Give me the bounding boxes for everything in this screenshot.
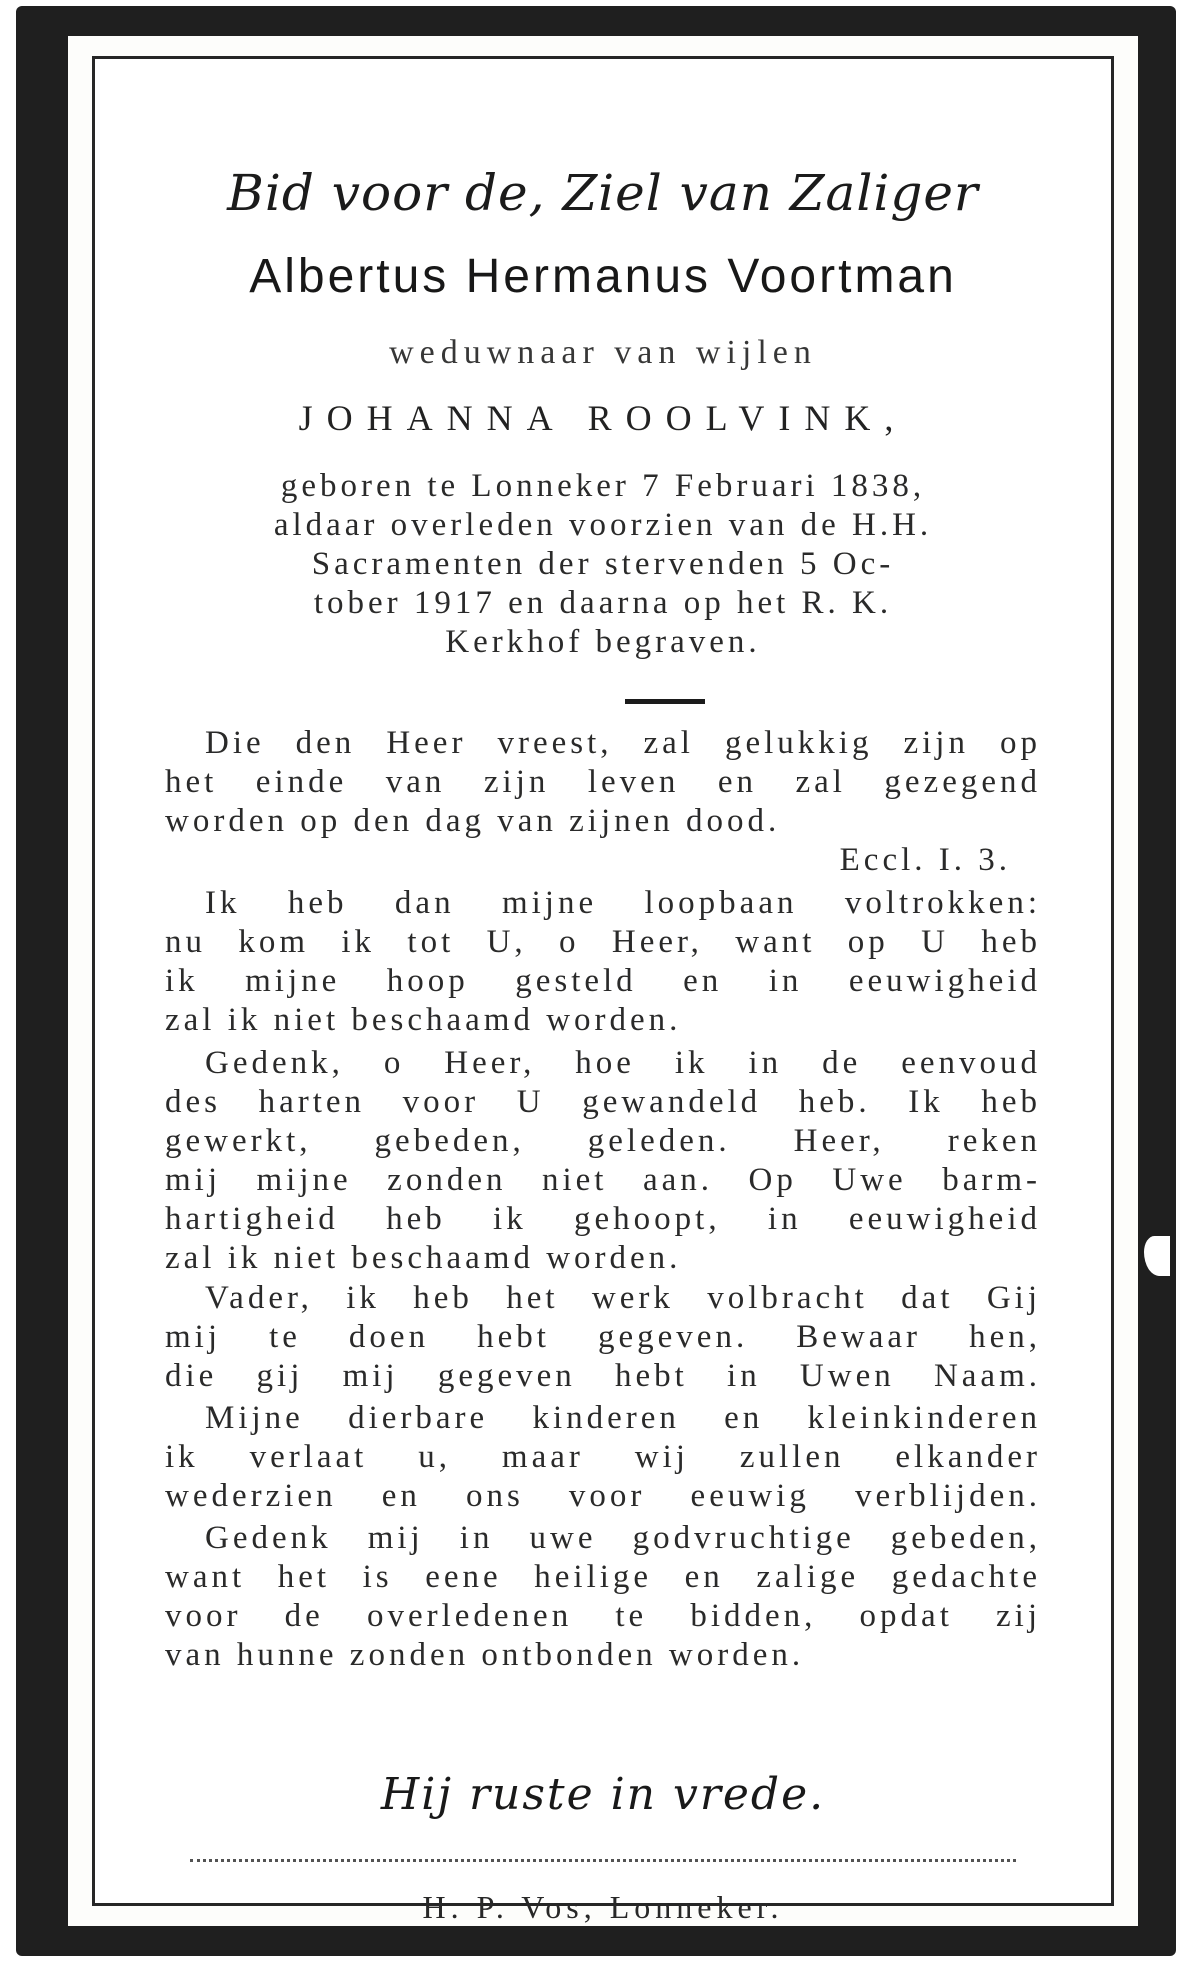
verse-line: des harten voor U gewandeld heb. Ik heb [165,1084,1041,1120]
verse-line: ik verlaat u, maar wij zullen elkander [165,1439,1041,1475]
printer-imprint: H. P. Vos, Lonneker. [422,1889,784,1925]
verse-line: zal ik niet beschaamd worden. [165,1240,682,1276]
bio-line: tober 1917 en daarna op het R. K. [313,585,893,621]
verse-line: het einde van zijn leven en zal gezegend [165,764,1041,800]
verse-line: Ik heb dan mijne loopbaan voltrokken: [205,885,1041,921]
bio-line: geboren te Lonneker 7 Februari 1838, [280,468,926,504]
verse-line: gewerkt, gebeden, geleden. Heer, reken [165,1123,1041,1159]
verse-line: voor de overledenen te bidden, opdat zij [165,1598,1041,1634]
verse-line: die gij mij gegeven hebt in Uwen Naam. [165,1358,1041,1394]
spouse-name: JOHANNA ROOLVINK, [298,398,908,438]
bio-line: Kerkhof begraven. [445,624,761,660]
verse-line: mij te doen hebt gegeven. Bewaar hen, [165,1319,1041,1355]
verse-6 [165,1519,1041,1675]
verse-line: Gedenk, o Heer, hoe ik in de eenvoud [205,1045,1041,1081]
widower-of-line: weduwnaar van wijlen [389,334,817,371]
card-edge-damage [1144,1236,1170,1276]
bio-line: Sacramenten der stervenden 5 Oc- [311,546,895,582]
biography [185,467,1021,662]
verse-4 [165,1279,1041,1396]
verse-3 [165,1044,1041,1278]
memorial-card-border [92,56,1114,1925]
verse-reference: Eccl. I. 3. [839,842,1011,878]
memorial-card-paper [68,36,1138,1926]
verse-line: wederzien en ons voor eeuwig verblijden. [165,1478,1041,1514]
verse-line: mij mijne zonden niet aan. Op Uwe barm- [165,1162,1041,1198]
memorial-card-frame [16,6,1176,1956]
verse-line: Gedenk mij in uwe godvruchtige gebeden, [205,1520,1041,1556]
verse-line: ik mijne hoop gesteld en in eeuwigheid [165,963,1041,999]
verse-line: Mijne dierbare kinderen en kleinkinderen [205,1400,1041,1436]
bio-line: aldaar overleden voorzien van de H.H. [273,507,933,543]
dotted-divider [190,1859,1016,1862]
verse-line: zal ik niet beschaamd worden. [165,1002,682,1038]
closing-blessing: Hij ruste in vrede. [380,1769,826,1820]
divider-rule [625,699,705,704]
verse-5 [165,1399,1041,1516]
verse-2 [165,884,1041,1040]
verse-line: Vader, ik heb het werk volbracht dat Gij [205,1280,1041,1316]
verse-1 [165,724,1041,880]
verse-line: hartigheid heb ik gehoopt, in eeuwigheid [165,1201,1041,1237]
memorial-card-content [95,59,1111,1925]
verse-line: worden op den dag van zijnen dood. [165,803,781,839]
verse-line: nu kom ik tot U, o Heer, want op U heb [165,924,1041,960]
verse-line: want het is eene heilige en zalige gedachte [165,1559,1041,1595]
card-title: Bid voor de, Ziel van Zaliger [227,164,979,222]
verse-line: Die den Heer vreest, zal gelukkig zijn op [205,725,1041,761]
deceased-name: Albertus Hermanus Voortman [249,250,957,303]
verse-line: van hunne zonden ontbonden worden. [165,1637,805,1673]
